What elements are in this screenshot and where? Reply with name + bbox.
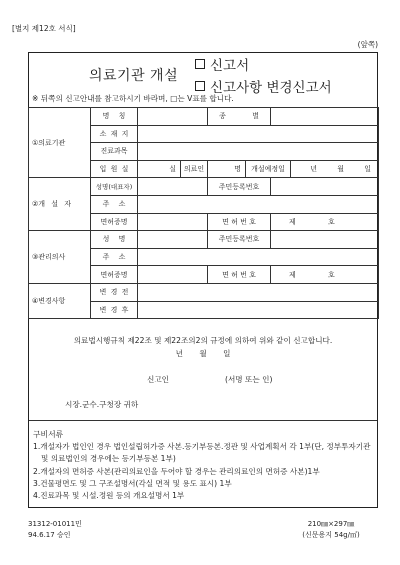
change-before-label: 변 경 전 — [91, 283, 138, 301]
opening-date-format: 년 월 일 — [310, 165, 371, 174]
license-number-format: 제 호 — [289, 270, 335, 279]
section-label-founder: ②개 설 자 — [29, 178, 91, 231]
section-label-manager: ③관리의사 — [29, 231, 91, 284]
form-frame — [28, 52, 378, 508]
table-row — [29, 231, 379, 249]
manager-license-label: 면허증명 — [91, 266, 138, 284]
paper-size: 210㎜×297㎜ — [307, 520, 355, 528]
founder-rrn-field[interactable] — [271, 178, 379, 196]
institution-address-field[interactable] — [138, 125, 379, 143]
change-after-field[interactable] — [138, 301, 379, 319]
founder-name-label: 성명(대표자) — [91, 178, 138, 196]
institution-type-label: 종 별 — [208, 108, 271, 126]
rooms-unit: 실 — [169, 165, 176, 174]
manager-rrn-field[interactable] — [271, 231, 379, 249]
institution-name-label: 명 칭 — [91, 108, 138, 126]
change-before-field[interactable] — [138, 283, 379, 301]
manager-rrn-label: 주민등록번호 — [208, 231, 271, 249]
manager-license-number-field[interactable] — [271, 266, 379, 284]
manager-license-field[interactable] — [138, 266, 208, 284]
change-report-checkbox[interactable] — [195, 81, 205, 91]
paper-type: (신문용지 54g/㎡) — [302, 531, 360, 539]
application-table — [28, 107, 379, 319]
founder-license-field[interactable] — [138, 213, 208, 231]
declaration-section — [29, 319, 377, 420]
founder-license-number-label: 면 허 번 호 — [208, 213, 271, 231]
departments-label: 진료과목 — [91, 143, 138, 161]
declaration-statement: 의료법시행규칙 제22조 및 제22조의2의 규정에 의하여 위와 같이 신고합니다. — [73, 336, 333, 345]
license-number-format: 제 호 — [289, 217, 335, 226]
footer-form-info — [28, 519, 82, 541]
founder-rrn-label: 주민등록번호 — [208, 178, 271, 196]
list-item: 2.개설자의 면허증 사본(관리의료인을 두어야 할 경우는 관리의료인의 면허증 사본)1부 — [33, 466, 320, 476]
section-label-changes: ④변경사항 — [29, 283, 91, 318]
opening-date-label: 개설예정일 — [246, 160, 291, 178]
option-report-label: 신고서 — [210, 58, 250, 74]
form-title: 의료기관 개설 — [89, 68, 179, 84]
inpatient-rooms-label: 입 원 실 — [91, 160, 138, 178]
founder-address-field[interactable] — [138, 195, 379, 213]
required-documents-section — [29, 420, 377, 507]
medical-staff-label: 의료인 — [181, 160, 208, 178]
form-code: 31312-01011민 — [28, 520, 82, 528]
approval-date: 94.6.17 승인 — [28, 531, 71, 539]
medical-staff-field[interactable] — [208, 160, 246, 178]
table-row — [29, 108, 379, 126]
staff-unit: 명 — [234, 165, 241, 174]
form-number: [별지 제12호 서식] — [12, 24, 76, 33]
declaration-date[interactable]: 년 월 일 — [175, 349, 231, 358]
institution-address-label: 소 재 지 — [91, 125, 138, 143]
table-row — [29, 283, 379, 301]
applicant-label: 신고인 — [147, 375, 170, 384]
option-change-report-label: 신고사항 변경신고서 — [210, 80, 332, 96]
founder-address-label: 주 소 — [91, 195, 138, 213]
section-label-institution: ①의료기관 — [29, 108, 91, 178]
founder-license-label: 면허증명 — [91, 213, 138, 231]
option-report[interactable] — [195, 54, 249, 74]
manager-name-field[interactable] — [138, 231, 208, 249]
manager-address-label: 주 소 — [91, 248, 138, 266]
table-row — [29, 178, 379, 196]
report-checkbox[interactable] — [195, 59, 205, 69]
founder-license-number-field[interactable] — [271, 213, 379, 231]
manager-address-field[interactable] — [138, 248, 379, 266]
founder-name-field[interactable] — [138, 178, 208, 196]
change-after-label: 변 경 후 — [91, 301, 138, 319]
signature-field[interactable]: (서명 또는 인) — [225, 375, 273, 384]
institution-name-field[interactable] — [138, 108, 208, 126]
inpatient-rooms-field[interactable] — [138, 160, 181, 178]
list-item: 4.진료과목 및 시설.정원 등의 개요설명서 1부 — [33, 491, 185, 501]
page-side-label: (앞쪽) — [357, 40, 378, 49]
institution-type-field[interactable] — [271, 108, 379, 126]
departments-field[interactable] — [138, 143, 379, 161]
list-item: 1.개설자가 법인인 경우 법인설립허가증 사본.등기부등본.정관 및 사업계획서 각 1부(단, 정부투자기관 및 의료법인의 경우에는 등기부등본 1부) — [33, 442, 371, 464]
footer-paper-info — [288, 519, 374, 541]
required-documents-title: 구비서류 — [33, 430, 64, 439]
opening-date-field[interactable] — [291, 160, 379, 178]
manager-name-label: 성 명 — [91, 231, 138, 249]
addressee: 시장.군수.구청장 귀하 — [65, 400, 139, 409]
required-documents-list — [33, 441, 373, 502]
list-item: 3.건물평면도 및 그 구조설명서(각실 면적 및 용도 표시) 1부 — [33, 478, 232, 488]
instruction-note: ※ 뒤쪽의 신고안내를 참고하시기 바라며, □는 V표를 합니다. — [32, 94, 234, 103]
manager-license-number-label: 면 허 번 호 — [208, 266, 271, 284]
